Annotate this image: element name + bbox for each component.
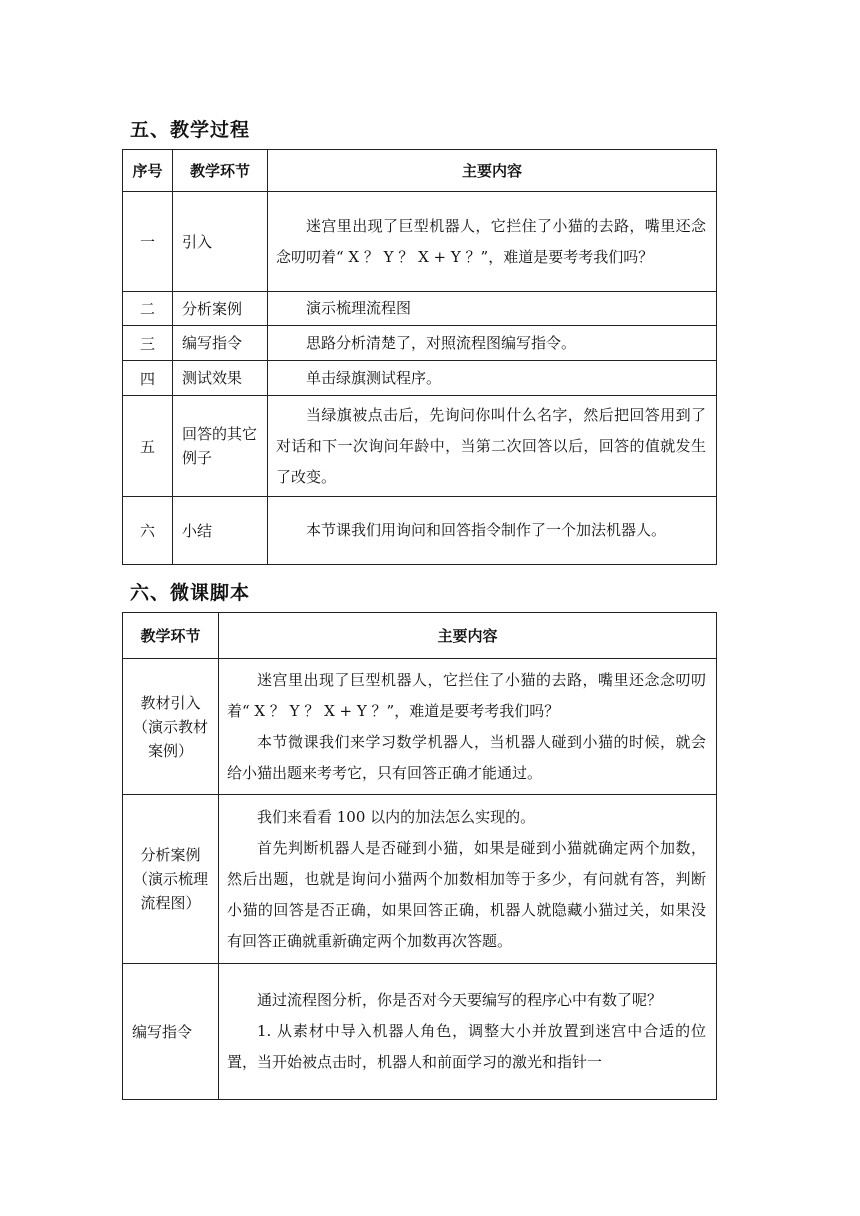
header-stage: 教学环节: [173, 150, 268, 192]
row-content: 当绿旗被点击后，先询问你叫什么名字，然后把回答用到了对话和下一次询问年龄中，当第二次回答以后，回答的值就发生了改变。: [268, 396, 717, 497]
table-row: [123, 326, 717, 361]
row-content: 演示梳理流程图: [268, 292, 717, 326]
section-heading-teaching-process: 五、教学过程: [130, 119, 251, 141]
row-num: 六: [123, 497, 173, 565]
row-num: 四: [123, 361, 173, 396]
row-content: 迷宫里出现了巨型机器人，它拦住了小猫的去路，嘴里还念念叨叨着“ X ？ Y ？ X + Y ？”，难道是要考考我们吗？: [268, 192, 717, 292]
header-num: 序号: [123, 150, 173, 192]
row-num: 三: [123, 326, 173, 361]
row-num: 二: [123, 292, 173, 326]
row-num: 五: [123, 396, 173, 497]
table-header-row: [123, 613, 717, 659]
table-row: [123, 964, 717, 1100]
table-row: [123, 497, 717, 565]
row-stage: 分析案例: [173, 292, 268, 326]
row-stage: 回答的其它例子: [173, 396, 268, 497]
row-content: 迷宫里出现了巨型机器人，它拦住了小猫的去路，嘴里还念念叨叨着“ X ？ Y ？ X + Y ？”，难道是要考考我们吗？ 本节微课我们来学习数学机器人，当机器人碰到小猫的时候，就会给小猫出题来考考它，只有回答正确才能通过。: [219, 659, 717, 795]
row-stage: 编写指令: [173, 326, 268, 361]
table-row: [123, 192, 717, 292]
header-content: 主要内容: [219, 613, 717, 659]
table-row: [123, 292, 717, 326]
row-content: 思路分析清楚了，对照流程图编写指令。: [268, 326, 717, 361]
table-row: [123, 795, 717, 964]
microlesson-script-table: [122, 612, 717, 1100]
table-header-row: [123, 150, 717, 192]
table-row: [123, 396, 717, 497]
row-content: 我们来看看 100 以内的加法怎么实现的。 首先判断机器人是否碰到小猫，如果是碰到小猫就确定两个加数，然后出题，也就是询问小猫两个加数相加等于多少，有问就有答，判断小猫的回答是否正确，如果回答正确，机器人就隐藏小猫过关，如果没有回答正确就重新确定两个加数再次答题。: [219, 795, 717, 964]
row-content: 本节课我们用询问和回答指令制作了一个加法机器人。: [268, 497, 717, 565]
section-heading-microlesson-script: 六、微课脚本: [130, 582, 251, 604]
row-content: 通过流程图分析，你是否对今天要编写的程序心中有数了呢？ 1. 从素材中导入机器人角色，调整大小并放置到迷宫中合适的位置，当开始被点击时，机器人和前面学习的激光和指针一: [219, 964, 717, 1100]
table-row: [123, 361, 717, 396]
header-content: 主要内容: [268, 150, 717, 192]
teaching-process-table: [122, 149, 717, 565]
row-num: 一: [123, 192, 173, 292]
row-content: 单击绿旗测试程序。: [268, 361, 717, 396]
header-stage: 教学环节: [123, 613, 219, 659]
row-stage: 测试效果: [173, 361, 268, 396]
row-stage: 分析案例（演示梳理流程图）: [123, 795, 219, 964]
table-row: [123, 659, 717, 795]
row-stage: 教材引入（演示教材案例）: [123, 659, 219, 795]
row-stage: 引入: [173, 192, 268, 292]
row-stage: 编写指令: [123, 964, 219, 1100]
row-stage: 小结: [173, 497, 268, 565]
